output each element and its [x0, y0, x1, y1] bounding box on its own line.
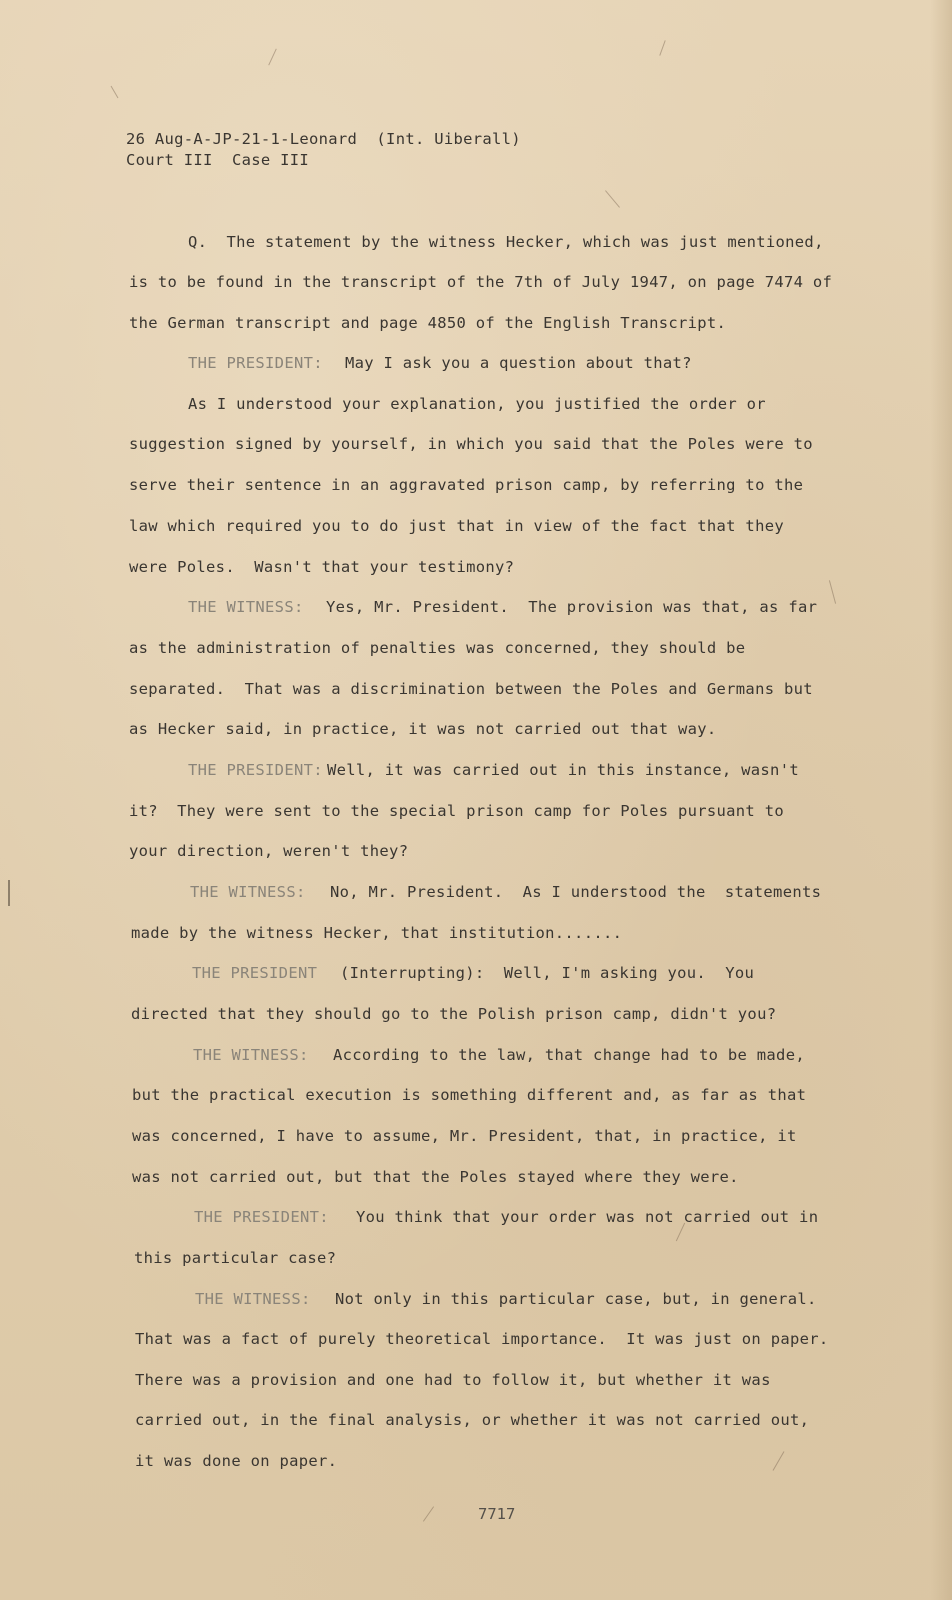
speaker-label: THE WITNESS:: [195, 1290, 311, 1308]
text-line: Q. The statement by the witness Hecker, which was just mentioned,: [188, 233, 824, 251]
text-line: as Hecker said, in practice, it was not carried out that way.: [129, 720, 717, 738]
text-line: Well, it was carried out in this instance, wasn't: [327, 761, 799, 779]
speaker-label: THE PRESIDENT:: [194, 1208, 329, 1226]
text-line: May I ask you a question about that?: [345, 354, 692, 372]
text-line: law which required you to do just that in view of the fact that they: [129, 517, 784, 535]
page-number: 7717: [478, 1505, 516, 1523]
text-line: it was done on paper.: [135, 1452, 338, 1470]
paper-fiber-mark: [605, 190, 620, 207]
text-line: (Interrupting): Well, I'm asking you. You: [340, 964, 755, 982]
text-line: as the administration of penalties was concerned, they should be: [129, 639, 746, 657]
text-line: carried out, in the final analysis, or whether it was not carried out,: [135, 1411, 810, 1429]
paper-fiber-mark: [829, 580, 836, 603]
speaker-label: THE WITNESS:: [193, 1046, 309, 1064]
text-line: As I understood your explanation, you justified the order or: [188, 395, 766, 413]
speaker-label: THE PRESIDENT: [192, 964, 318, 982]
paper-fiber-mark: [268, 49, 277, 66]
text-line: made by the witness Hecker, that institution.......: [131, 924, 623, 942]
text-line: it? They were sent to the special prison camp for Poles pursuant to: [129, 802, 784, 820]
speaker-label: THE WITNESS:: [190, 883, 306, 901]
text-line: the German transcript and page 4850 of the English Transcript.: [129, 314, 727, 332]
text-line: Yes, Mr. President. The provision was that, as far: [326, 598, 818, 616]
text-line: this particular case?: [134, 1249, 337, 1267]
speaker-label: THE WITNESS:: [188, 598, 304, 616]
text-line: your direction, weren't they?: [129, 842, 409, 860]
header-line-1: 26 Aug-A-JP-21-1-Leonard (Int. Uiberall): [126, 130, 521, 148]
paper-fiber-mark: [423, 1506, 434, 1521]
text-line: There was a provision and one had to follow it, but whether it was: [135, 1371, 771, 1389]
paper-fiber-mark: [659, 40, 665, 55]
text-line: were Poles. Wasn't that your testimony?: [129, 558, 515, 576]
text-line: separated. That was a discrimination between the Poles and Germans but: [129, 680, 813, 698]
text-line: is to be found in the transcript of the 7th of July 1947, on page 7474 of: [129, 273, 833, 291]
text-line: was not carried out, but that the Poles stayed where they were.: [132, 1168, 739, 1186]
paper-fiber-mark: [8, 880, 10, 906]
paper-fiber-mark: [111, 86, 119, 99]
text-line: That was a fact of purely theoretical importance. It was just on paper.: [135, 1330, 829, 1348]
text-line: was concerned, I have to assume, Mr. President, that, in practice, it: [132, 1127, 797, 1145]
speaker-label: THE PRESIDENT:: [188, 354, 323, 372]
paper-fiber-mark: [773, 1451, 785, 1471]
header-line-2: Court III Case III: [126, 151, 310, 169]
text-line: No, Mr. President. As I understood the statements: [330, 883, 822, 901]
text-line: but the practical execution is something different and, as far as that: [132, 1086, 807, 1104]
text-line: According to the law, that change had to be made,: [333, 1046, 805, 1064]
text-line: serve their sentence in an aggravated prison camp, by referring to the: [129, 476, 804, 494]
text-line: Not only in this particular case, but, in general.: [335, 1290, 817, 1308]
text-line: suggestion signed by yourself, in which you said that the Poles were to: [129, 435, 813, 453]
text-line: directed that they should go to the Polish prison camp, didn't you?: [131, 1005, 777, 1023]
speaker-label: THE PRESIDENT:: [188, 761, 323, 779]
text-line: You think that your order was not carried out in: [356, 1208, 819, 1226]
